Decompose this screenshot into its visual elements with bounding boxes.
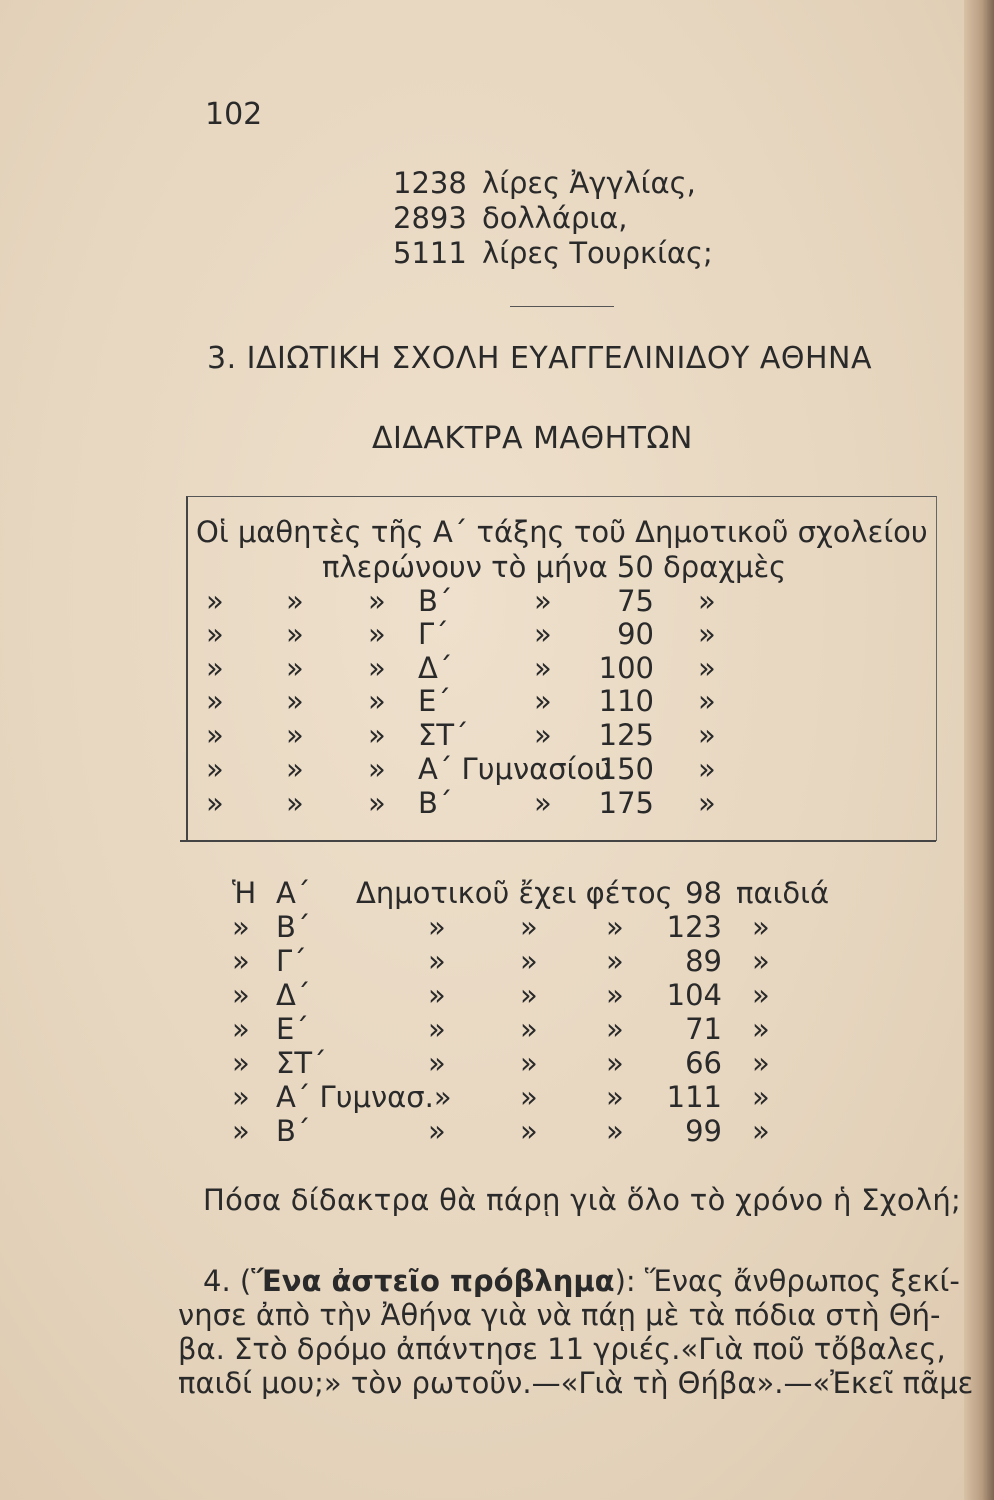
ditto-mark: » [534, 684, 552, 718]
ditto-mark: » [606, 1012, 624, 1046]
ditto-mark: » [606, 944, 624, 978]
ditto-mark: » [520, 1012, 538, 1046]
ditto-mark: » [520, 1114, 538, 1148]
ditto-mark: » [206, 684, 224, 718]
ditto-mark: » [698, 752, 716, 786]
fee-amount: 150 [598, 752, 654, 786]
class-label: Β΄ [276, 910, 311, 944]
fee-amount: 75 [617, 584, 654, 618]
ditto-mark: » [232, 1080, 250, 1114]
class-label: Α΄ Γυμνασίου [418, 752, 611, 786]
fee-amount: 175 [598, 786, 654, 820]
ditto-mark: » [206, 718, 224, 752]
ditto-mark: » [206, 651, 224, 685]
ditto-mark: » [534, 617, 552, 651]
page-number: 102 [205, 97, 263, 132]
class-label: Β΄ [418, 786, 453, 820]
problem-4-line-4: παιδί μου;» τὸν ρωτοῦν.—«Γιὰ τὴ Θήβα».—«Ἐκεῖ πᾶμε [178, 1366, 974, 1400]
ditto-mark: » [698, 617, 716, 651]
student-count: 98 [685, 876, 722, 910]
ditto-mark: » [752, 910, 770, 944]
student-count: 66 [685, 1046, 722, 1080]
fee-amount: 90 [617, 617, 654, 651]
class-label: ΣΤ΄ [276, 1046, 327, 1080]
ditto-mark: » [698, 684, 716, 718]
ditto-mark: » [232, 910, 250, 944]
ditto-mark: » [428, 1012, 446, 1046]
class-label: Β΄ [418, 584, 453, 618]
ditto-mark: » [206, 786, 224, 820]
ditto-mark: » [520, 910, 538, 944]
ditto-mark: » [698, 718, 716, 752]
ditto-mark: » [606, 910, 624, 944]
ditto-mark: » [428, 944, 446, 978]
ditto-mark: » [428, 978, 446, 1012]
ditto-mark: » [368, 786, 386, 820]
class-label: Ε΄ [418, 684, 451, 718]
fee-amount: 125 [598, 718, 654, 752]
ditto-mark: » [368, 584, 386, 618]
currency-line [393, 166, 696, 200]
ditto-mark: » [232, 978, 250, 1012]
ditto-mark: » [428, 1114, 446, 1148]
class-label: Α΄ [276, 876, 311, 910]
ditto-mark: » [520, 1046, 538, 1080]
ditto-mark: » [698, 584, 716, 618]
ditto-mark: » [206, 752, 224, 786]
ditto-mark: » [232, 1046, 250, 1080]
ditto-mark: » [428, 910, 446, 944]
ditto-mark: » [232, 1114, 250, 1148]
ditto-mark: » [606, 1114, 624, 1148]
row-lead: Ἡ [232, 876, 257, 910]
ditto-mark: » [286, 718, 304, 752]
ditto-mark: » [752, 944, 770, 978]
ditto-mark: » [286, 617, 304, 651]
separator-rule [510, 306, 614, 307]
ditto-mark: » [520, 1080, 538, 1114]
problem-4-line-1 [203, 1264, 960, 1298]
class-label: Α΄ Γυμνασ.» [276, 1080, 452, 1114]
ditto-mark: » [368, 752, 386, 786]
fees-intro-line-1: Οἱ μαθητὲς τῆς Α΄ τάξης τοῦ Δημοτικοῦ σχολείου [196, 515, 928, 549]
ditto-mark: » [428, 1046, 446, 1080]
ditto-mark: » [752, 978, 770, 1012]
amount: 1238 [393, 166, 467, 200]
class-label: Γ΄ [276, 944, 307, 978]
ditto-mark: » [368, 684, 386, 718]
problem-number: 4. ( [203, 1264, 252, 1298]
ditto-mark: » [520, 944, 538, 978]
fees-subheading: ΔΙΔΑΚΤΡΑ ΜΑΘΗΤΩΝ [372, 421, 693, 456]
class-label: ΣΤ΄ [418, 718, 469, 752]
student-count: 111 [666, 1080, 722, 1114]
ditto-mark: » [286, 584, 304, 618]
class-label: Δ΄ [276, 978, 311, 1012]
class-label: Ε΄ [276, 1012, 309, 1046]
ditto-mark: » [368, 651, 386, 685]
currency-text: λίρες Ἀγγλίας, [482, 166, 696, 200]
fees-table-bottom-rule [180, 840, 936, 842]
currency-line [393, 201, 628, 235]
row-text: Δημοτικοῦ ἔχει φέτος [356, 876, 673, 910]
ditto-mark: » [232, 944, 250, 978]
ditto-mark: » [286, 651, 304, 685]
class-label: Δ΄ [418, 651, 453, 685]
fee-amount: 100 [598, 651, 654, 685]
ditto-mark: » [206, 617, 224, 651]
currency-line [393, 236, 713, 270]
ditto-mark: » [752, 1080, 770, 1114]
problem-4-line-2: νησε ἀπὸ τὴν Ἀθήνα γιὰ νὰ πάῃ μὲ τὰ πόδια στὴ Θή- [178, 1298, 941, 1332]
problem-3-question: Πόσα δίδακτρα θὰ πάρῃ γιὰ ὅλο τὸ χρόνο ἡ Σχολή; [203, 1183, 962, 1217]
ditto-mark: » [752, 1046, 770, 1080]
student-count: 71 [685, 1012, 722, 1046]
ditto-mark: » [286, 684, 304, 718]
currency-text: δολλάρια, [482, 201, 628, 235]
ditto-mark: » [606, 978, 624, 1012]
student-count: 89 [685, 944, 722, 978]
class-label: Β΄ [276, 1114, 311, 1148]
student-count: 104 [666, 978, 722, 1012]
fee-amount: 110 [598, 684, 654, 718]
ditto-mark: » [368, 718, 386, 752]
ditto-mark: » [698, 786, 716, 820]
problem-4-title: Ἕνα ἀστεῖο πρόβλημα [251, 1264, 615, 1298]
fees-intro-line-2: πλερώνουν τὸ μήνα 50 δραχμὲς [322, 550, 787, 584]
amount: 2893 [393, 201, 467, 235]
class-label: Γ΄ [418, 617, 449, 651]
currency-text: λίρες Τουρκίας; [482, 236, 713, 270]
student-count: 123 [666, 910, 722, 944]
ditto-mark: » [534, 718, 552, 752]
ditto-mark: » [752, 1114, 770, 1148]
problem-3-heading: 3. ΙΔΙΩΤΙΚΗ ΣΧΟΛΗ ΕΥΑΓΓΕΛΙΝΙΔΟΥ ΑΘΗΝΑ [207, 341, 872, 376]
ditto-mark: » [606, 1080, 624, 1114]
student-count: 99 [685, 1114, 722, 1148]
amount: 5111 [393, 236, 467, 270]
ditto-mark: » [698, 651, 716, 685]
ditto-mark: » [286, 786, 304, 820]
ditto-mark: » [752, 1012, 770, 1046]
row-tail: παιδιά [736, 876, 830, 910]
ditto-mark: » [534, 651, 552, 685]
ditto-mark: » [534, 584, 552, 618]
page-edge [964, 0, 994, 1500]
ditto-mark: » [534, 786, 552, 820]
problem-4-line-3: βα. Στὸ δρόμο ἀπάντησε 11 γριές.«Γιὰ ποῦ τὄβαλες, [178, 1332, 946, 1366]
problem-4-text: ): Ἕνας ἄνθρωπος ξεκί- [614, 1264, 960, 1298]
ditto-mark: » [606, 1046, 624, 1080]
ditto-mark: » [520, 978, 538, 1012]
ditto-mark: » [206, 584, 224, 618]
ditto-mark: » [232, 1012, 250, 1046]
ditto-mark: » [368, 617, 386, 651]
ditto-mark: » [286, 752, 304, 786]
